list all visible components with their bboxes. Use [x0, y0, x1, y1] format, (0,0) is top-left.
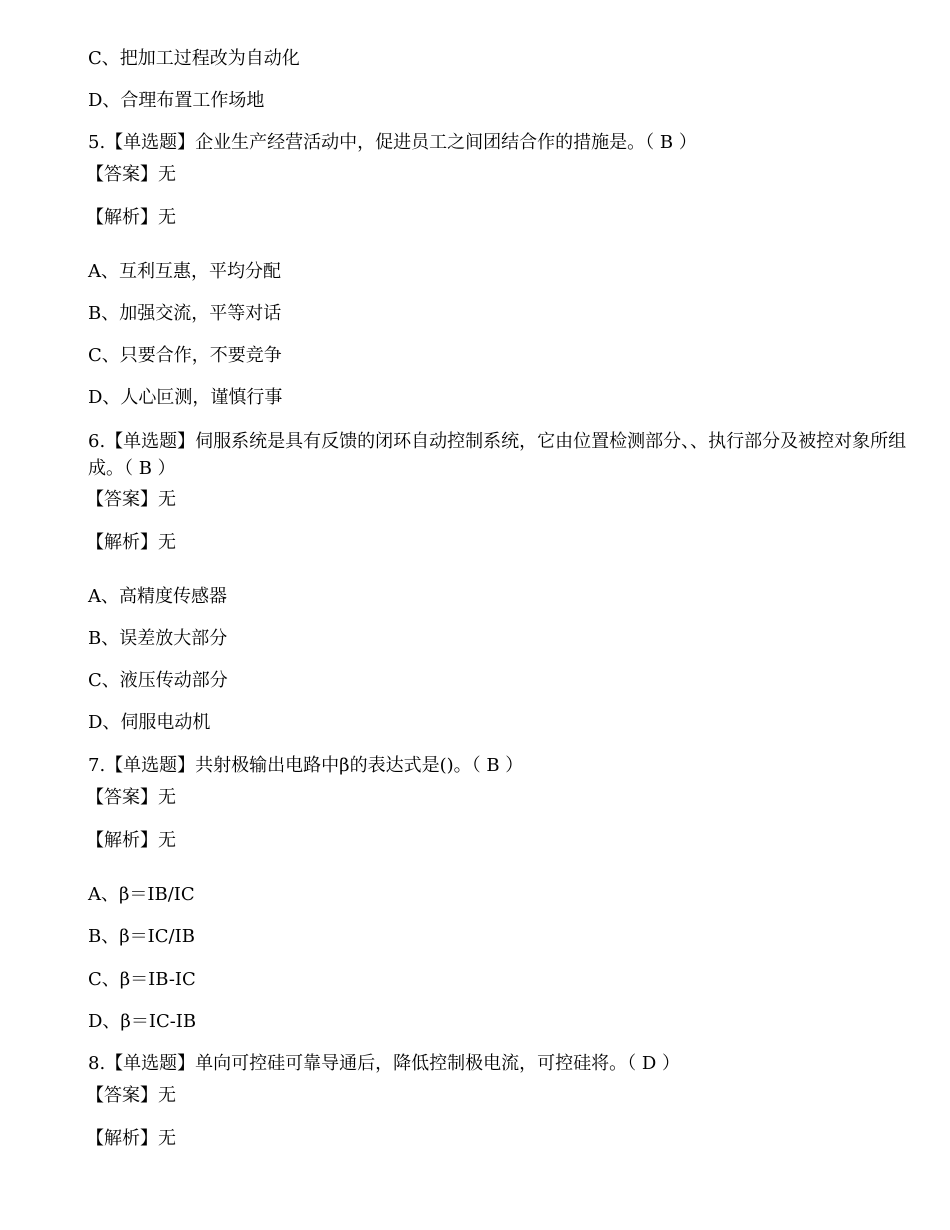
q8-question: 8.【单选题】单向可控硅可靠导通后，降低控制极电流，可控硅将。（ D ） [88, 1053, 681, 1074]
q7-option-b: B、β＝IC/IB [88, 926, 195, 947]
q6-option-b: B、误差放大部分 [88, 628, 228, 649]
q6-answer: 【答案】无 [86, 489, 176, 510]
q4-option-d: D、合理布置工作场地 [88, 90, 265, 111]
q5-analysis: 【解析】无 [86, 207, 176, 228]
q5-answer: 【答案】无 [86, 164, 176, 185]
q4-option-c: C、把加工过程改为自动化 [88, 48, 300, 69]
q6-option-c: C、液压传动部分 [88, 670, 228, 691]
q5-option-a: A、互利互惠，平均分配 [88, 261, 281, 282]
q8-analysis: 【解析】无 [86, 1128, 176, 1149]
q5-option-c: C、只要合作，不要竞争 [88, 345, 282, 366]
q5-option-d: D、人心叵测，谨慎行事 [88, 387, 283, 408]
q6-option-d: D、伺服电动机 [88, 712, 211, 733]
q5-question: 5.【单选题】企业生产经营活动中，促进员工之间团结合作的措施是。（ B ） [88, 132, 697, 153]
q7-option-d: D、β＝IC-IB [88, 1011, 197, 1032]
q8-answer: 【答案】无 [86, 1085, 176, 1106]
q6-analysis: 【解析】无 [86, 532, 176, 553]
q7-option-a: A、β＝IB/IC [88, 884, 195, 905]
q7-answer: 【答案】无 [86, 787, 176, 808]
q6-option-a: A、高精度传感器 [88, 586, 227, 607]
q5-option-b: B、加强交流，平等对话 [88, 303, 282, 324]
q7-option-c: C、β＝IB-IC [88, 969, 196, 990]
q6-question: 6.【单选题】伺服系统是具有反馈的闭环自动控制系统，它由位置检测部分、、执行部分及被控对象所组成。（ B ） [88, 431, 907, 479]
q7-analysis: 【解析】无 [86, 830, 176, 851]
q7-question: 7.【单选题】共射极输出电路中β的表达式是()。（ B ） [88, 755, 524, 776]
